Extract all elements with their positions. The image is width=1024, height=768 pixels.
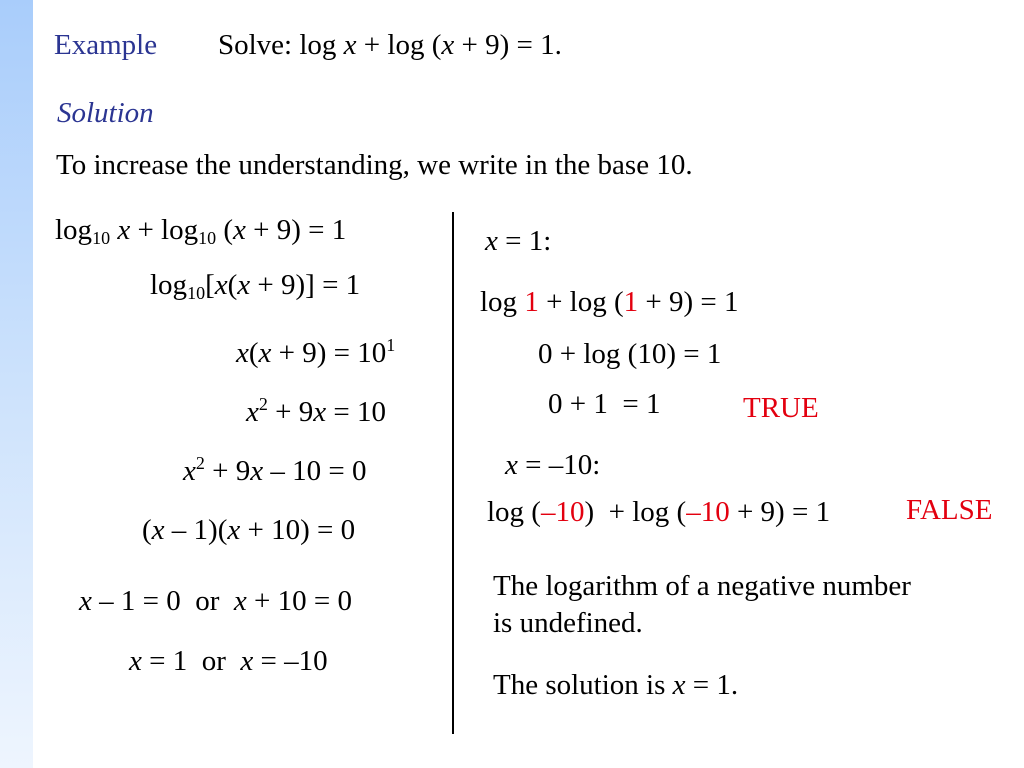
problem-statement: Solve: log x + log (x + 9) = 1. bbox=[218, 29, 562, 61]
check-2-heading: x = –10: bbox=[505, 449, 601, 481]
step-line-2: $\log_{10}[x(x + 9)] = 1$ bbox=[150, 269, 361, 303]
example-label: Example bbox=[54, 29, 158, 61]
step-line-6: (x – 1)(x + 10) = 0 bbox=[142, 514, 356, 546]
solution-label: Solution bbox=[57, 97, 154, 129]
conclusion-text: The solution is x = 1. bbox=[493, 669, 739, 701]
check-1-line-1: log 1 + log (1 + 9) = 1 bbox=[480, 286, 739, 318]
column-divider bbox=[452, 212, 454, 734]
check-2-line-1: log (–10) + log (–10 + 9) = 1 bbox=[487, 496, 831, 528]
false-label: FALSE bbox=[906, 494, 993, 526]
step-line-5: $x^2 + 9x - 10 = 0$ bbox=[183, 453, 367, 487]
step-line-3: $x(x + 9) = 10^1$ bbox=[236, 335, 396, 369]
intro-text: To increase the understanding, we write in the base 10. bbox=[56, 149, 693, 181]
true-label: TRUE bbox=[743, 392, 819, 424]
check-1-heading: x = 1: bbox=[485, 225, 552, 257]
left-gradient-bar bbox=[0, 0, 33, 768]
check-1-line-3: 0 + 1 = 1 bbox=[548, 388, 661, 420]
step-line-8: x = 1 or x = –10 bbox=[129, 645, 328, 677]
step-line-4: $x^2 + 9x = 10$ bbox=[246, 394, 386, 428]
step-line-7: x – 1 = 0 or x + 10 = 0 bbox=[79, 585, 352, 617]
check-1-line-2: 0 + log (10) = 1 bbox=[538, 338, 722, 370]
step-line-1: $\log_{10} x + \log_{10} (x + 9) = 1$ bbox=[55, 214, 347, 248]
note-text: The logarithm of a negative number is undefined. bbox=[493, 570, 911, 639]
